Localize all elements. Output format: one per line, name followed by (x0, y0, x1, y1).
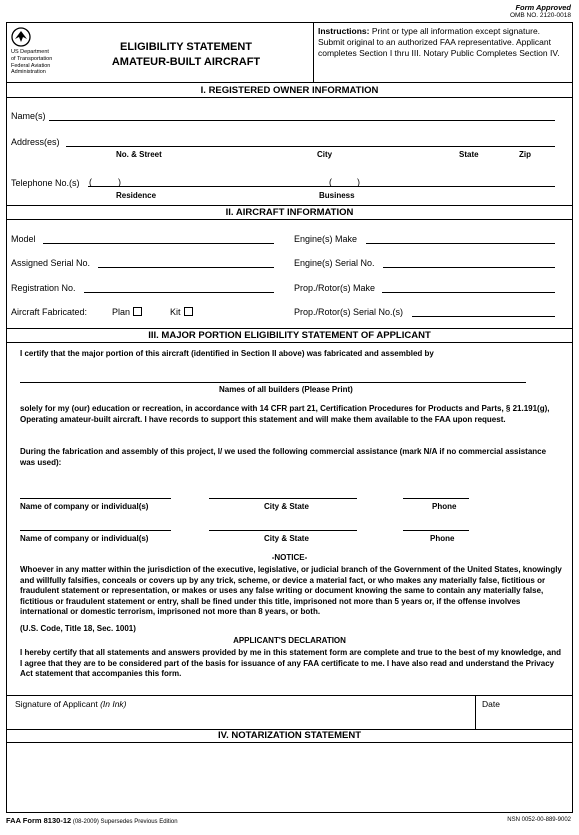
area-code-close: ) (357, 177, 360, 187)
assist-company-field[interactable] (20, 498, 171, 499)
city-state-caption: City & State (264, 502, 309, 511)
model-label: Model (11, 234, 36, 244)
model-field[interactable] (43, 243, 274, 244)
usc-citation: (U.S. Code, Title 18, Sec. 1001) (20, 624, 136, 633)
section2-title: II. AIRCRAFT INFORMATION (225, 207, 354, 218)
kit-label: Kit (170, 307, 181, 317)
declaration-text: I hereby certify that all statements and answers provided by me in this statement form are complete and true to the best of my knowledge, and I agree that they are to be considered part of the basis for issuance of any FAA certificate to me. I have also read and understand the Privacy Act statement that accompanies this form. (20, 648, 562, 678)
business-caption: Business (319, 191, 355, 200)
engine-make-field[interactable] (366, 243, 555, 244)
assist-phone-field[interactable] (403, 498, 469, 499)
registration-field[interactable] (84, 292, 274, 293)
company-caption: Name of company or individual(s) (20, 534, 149, 543)
section-rule (6, 97, 573, 98)
header-divider (313, 22, 314, 82)
omb-number: OMB NO. 2120-0018 (509, 12, 571, 19)
form-edition: (08-2009) Supersedes Previous Edition (71, 819, 178, 825)
signature-rule (6, 695, 573, 696)
notarization-area[interactable] (7, 743, 572, 812)
signature-label: Signature of Applicant (15, 699, 101, 709)
names-field[interactable] (49, 120, 555, 121)
form-number: FAA Form 8130-12 (6, 816, 72, 825)
assist-phone-field[interactable] (403, 530, 469, 531)
notice-title: -NOTICE- (271, 553, 308, 562)
engine-serial-label: Engine(s) Serial No. (294, 258, 375, 268)
instructions (318, 26, 568, 58)
fabricated-label: Aircraft Fabricated: (11, 307, 88, 317)
plan-label: Plan (112, 307, 131, 317)
area-code-open: ( (89, 177, 92, 187)
prop-serial-field[interactable] (412, 316, 555, 317)
phone-caption: Phone (430, 534, 455, 543)
zip-caption: Zip (519, 150, 531, 159)
signature-date-divider (475, 695, 476, 729)
state-caption: State (459, 150, 479, 159)
dot-logo-icon (11, 27, 31, 47)
section-rule (6, 219, 573, 220)
title-line: AMATEUR-BUILT AIRCRAFT (111, 56, 261, 68)
phone-caption: Phone (432, 502, 457, 511)
names-label: Name(s) (11, 111, 46, 121)
footer-form-id (6, 816, 178, 825)
telephone-label: Telephone No.(s) (11, 178, 80, 188)
engine-serial-field[interactable] (383, 267, 555, 268)
agency-line: US Department (11, 49, 49, 55)
builders-field[interactable] (20, 382, 526, 383)
prop-make-label: Prop./Rotor(s) Make (294, 283, 376, 293)
kit-option (170, 307, 193, 317)
nsn-number: NSN 0052-00-889-9002 (507, 817, 571, 823)
area-code-close: ) (118, 177, 121, 187)
prop-make-field[interactable] (382, 292, 555, 293)
builders-caption: Names of all builders (Please Print) (219, 385, 353, 394)
prop-serial-label: Prop./Rotor(s) Serial No.(s) (294, 307, 404, 317)
form-approved-label: Form Approved (515, 3, 571, 12)
city-caption: City (317, 150, 333, 159)
signature-note: (In Ink) (100, 699, 127, 709)
assist-city-field[interactable] (209, 498, 357, 499)
plan-checkbox[interactable] (133, 307, 142, 316)
section4-title: IV. NOTARIZATION STATEMENT (217, 730, 362, 741)
address-field[interactable] (66, 146, 555, 147)
residence-phone-field[interactable] (88, 186, 300, 187)
date-field[interactable] (482, 699, 500, 709)
date-label: Date (482, 699, 500, 709)
assistance-statement: During the fabrication and assembly of this project, I/ we used the following commercial assistance (mark N/A if no commercial assistance was used): (20, 447, 547, 467)
signature-field[interactable] (15, 699, 127, 709)
purpose-statement: solely for my (our) education or recreation, in accordance with 14 CFR part 21, Certification Procedures for Products and Parts, § 21.191(g), Operating amateur-built aircraft. I have records to support this statement and will make them available to the FAA upon request. (20, 404, 550, 424)
notice-text: Whoever in any matter within the jurisdiction of the executive, legislative, or judicial branch of the Government of the United States, knowingly and willfully falsifies, conceals or covers up by any trick, scheme, or device a material fact, or who makes any materially false, fictitious or fraudulent statement or representation, or makes or uses any false writing or document knowing the same to contain any materially false, fictitious or fraudulent statement or entry, shall be fined under this title, imprisoned not more than 5 years or, if the offense involves international or domestic terrorism, imprisoned not more than 8 years, or both. (20, 565, 562, 616)
agency-line: Federal Aviation (11, 62, 51, 69)
registration-label: Registration No. (11, 283, 76, 293)
business-phone-field[interactable] (300, 186, 555, 187)
area-code-open: ( (329, 177, 332, 187)
section-rule (6, 342, 573, 343)
agency-line: of Transportation (11, 55, 53, 62)
agency-line: Administration (11, 69, 46, 76)
address-label: Address(es) (11, 137, 60, 147)
section-rule (6, 82, 573, 83)
section1-title: I. REGISTERED OWNER INFORMATION (200, 85, 379, 96)
company-caption: Name of company or individual(s) (20, 502, 149, 511)
agency-name (11, 49, 52, 76)
serial-field[interactable] (98, 267, 274, 268)
serial-label: Assigned Serial No. (11, 258, 91, 268)
city-state-caption: City & State (264, 534, 309, 543)
street-caption: No. & Street (116, 150, 162, 159)
plan-option (112, 307, 142, 317)
title-line: ELIGIBILITY STATEMENT (120, 41, 252, 53)
assist-city-field[interactable] (209, 530, 357, 531)
residence-caption: Residence (116, 191, 157, 200)
instructions-text: Print or type all information except signature. Submit original to an authorized FAA representative. Applicant completes Section I thru III. Notary Public Completes Section IV. (318, 26, 560, 58)
kit-checkbox[interactable] (184, 307, 193, 316)
section3-title: III. MAJOR PORTION ELIGIBILITY STATEMENT OF APPLICANT (148, 330, 431, 341)
form-title (70, 40, 302, 70)
certify-statement: I certify that the major portion of this aircraft (identified in Section II above) was fabricated and assembled by (20, 349, 434, 358)
instructions-label: Instructions: (318, 26, 370, 36)
assist-company-field[interactable] (20, 530, 171, 531)
declaration-title: APPLICANT'S DECLARATION (233, 636, 346, 645)
engine-make-label: Engine(s) Make (294, 234, 358, 244)
